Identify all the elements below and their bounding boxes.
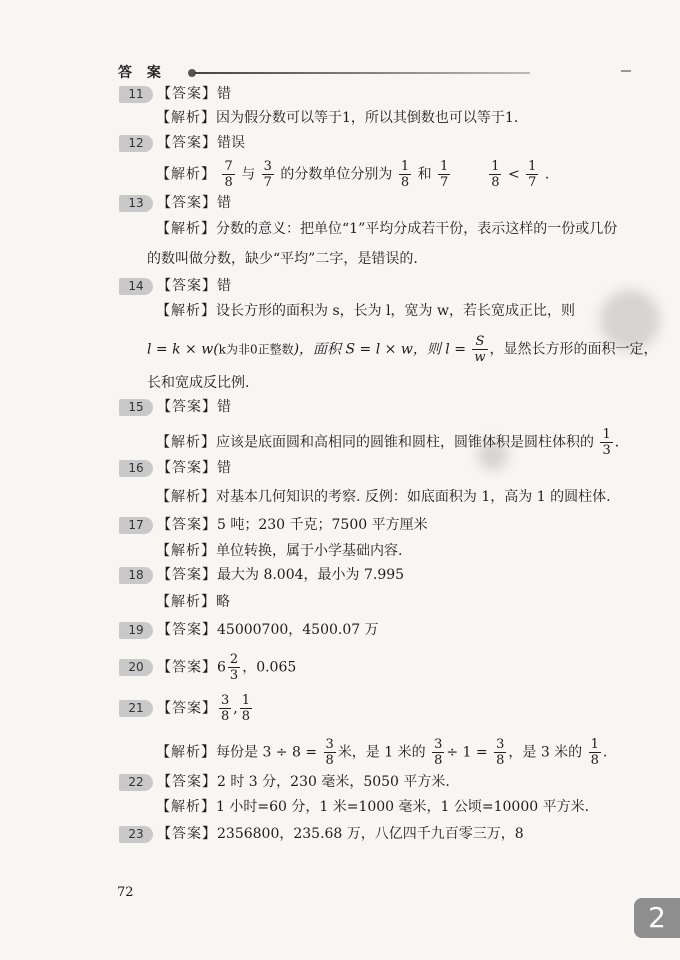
fraction: $\frac{2}{3}$: [229, 652, 239, 683]
fraction: $\frac{1}{8}$: [590, 737, 599, 768]
answer-tag: 【答案】: [157, 278, 217, 294]
answer-text: 2 时 3 分，230 毫米，5050 平方米.: [217, 774, 450, 790]
analysis-text: 设长方形的面积为 s，长为 l，宽为 w，若长宽成正比，则: [216, 303, 575, 319]
fraction: $\frac{1}{8}$: [491, 159, 500, 190]
question-number: 15: [119, 399, 153, 416]
fraction: $\frac{3}{8}$: [221, 693, 230, 724]
fraction: $\frac{3}{8}$: [325, 737, 334, 768]
answer-tag: 【答案】: [157, 460, 217, 476]
answer-tag: 【答案】: [157, 195, 217, 211]
question-number: 17: [119, 517, 153, 534]
analysis-text: 的分数单位分别为: [280, 166, 393, 183]
answer-line-13: [119, 193, 231, 213]
analysis-text: 米，是 1 米的: [337, 744, 426, 761]
analysis-text: 与: [241, 166, 256, 183]
answer-text: 最大为 8.004，最小为 7.995: [217, 567, 405, 583]
answer-text: 2356800，235.68 万，八亿四千九百零三万，8: [217, 826, 524, 842]
analysis-text: 对基本几何知识的考察. 反例：如底面积为 1，高为 1 的圆柱体.: [216, 489, 611, 505]
analysis-line-12: [156, 159, 549, 190]
fraction: $\frac{1}{7}$: [528, 159, 537, 190]
analysis-tag: 【解析】: [156, 303, 216, 319]
fraction: $\frac{3}{8}$: [496, 737, 505, 768]
analysis-text: 因为假分数可以等于1，所以其倒数也可以等于1.: [216, 110, 519, 126]
question-number: 14: [119, 278, 153, 295]
analysis-tag: 【解析】: [156, 543, 216, 559]
analysis-line-21: [156, 737, 607, 768]
analysis-text: 1 小时=60 分，1 米=1000 毫米，1 公顷=10000 平方米.: [216, 799, 590, 815]
analysis-line-14: [156, 301, 575, 321]
question-number: 12: [119, 135, 153, 152]
analysis-text: .: [544, 166, 550, 183]
answer-line-23: [119, 824, 524, 844]
analysis-line-14-cont: [147, 373, 249, 393]
analysis-text: ，是 3 米的: [508, 744, 583, 761]
answer-text: 错: [217, 399, 231, 415]
fraction: $\frac{7}{8}$: [224, 159, 233, 190]
answer-tag: 【答案】: [157, 399, 217, 415]
answer-text: 错误: [217, 135, 245, 151]
analysis-text: 分数的意义：把单位“1”平均分成若干份，表示这样的一份或几份: [216, 221, 618, 237]
analysis-text: <: [507, 166, 520, 183]
analysis-line-11: [156, 108, 518, 128]
question-number: 21: [119, 700, 153, 717]
answer-tag: 【答案】: [157, 659, 217, 676]
fraction: $\frac{1}{3}$: [602, 427, 611, 458]
answer-tag: 【答案】: [157, 86, 217, 102]
analysis-line-18: [156, 592, 230, 612]
answer-tag: 【答案】: [157, 517, 217, 533]
chapter-tab: 2: [634, 898, 680, 938]
question-number: 11: [119, 86, 153, 103]
analysis-text: 单位转换，属于小学基础内容.: [216, 543, 403, 559]
fraction: $\frac{3}{7}$: [263, 159, 272, 190]
formula-text: )，面积 S = l × w，则 l =: [293, 341, 466, 358]
answer-line-11: [119, 84, 231, 104]
formula-text: l = k × w(: [147, 341, 219, 358]
analysis-text: 的数叫做分数，缺少“平均”二字，是错误的.: [147, 251, 418, 267]
analysis-text: 和: [417, 166, 432, 183]
answer-line-19: [119, 620, 379, 640]
formula-text: ，显然长方形的面积一定，: [489, 341, 658, 358]
analysis-text: 应该是底面圆和高相同的圆锥和圆柱，圆锥体积是圆柱体积的: [216, 434, 594, 451]
question-number: 19: [119, 622, 153, 639]
answer-line-14: [119, 276, 231, 296]
answer-text: 错: [217, 195, 231, 211]
answer-line-22: [119, 772, 450, 792]
fraction: $\frac{1}{8}$: [241, 693, 251, 724]
analysis-tag: 【解析】: [156, 489, 216, 505]
fraction: $\frac{1}{7}$: [440, 159, 449, 190]
analysis-line-13: [156, 219, 617, 239]
answer-line-15: [119, 397, 231, 417]
question-number: 18: [119, 567, 153, 584]
question-number: 20: [119, 659, 153, 676]
formula-text: k为非0正整数: [218, 342, 294, 357]
answer-tag: 【答案】: [157, 700, 217, 717]
answer-text: 错: [217, 86, 231, 102]
answer-tag: 【答案】: [157, 135, 217, 151]
answer-line-17: [119, 515, 428, 535]
analysis-line-15: [156, 427, 619, 458]
analysis-text: .: [614, 434, 620, 451]
answer-tag: 【答案】: [157, 826, 217, 842]
answer-tag: 【答案】: [157, 567, 217, 583]
answer-tag: 【答案】: [157, 774, 217, 790]
answer-text: 5 吨；230 千克；7500 平方厘米: [217, 517, 428, 533]
analysis-line-13-cont: [147, 249, 418, 269]
analysis-tag: 【解析】: [156, 744, 216, 761]
analysis-tag: 【解析】: [156, 110, 216, 126]
answer-line-21: [119, 693, 254, 724]
fraction: $\frac{1}{8}$: [400, 159, 410, 190]
analysis-tag: 【解析】: [156, 594, 216, 610]
analysis-line-17: [156, 541, 402, 561]
question-number: 16: [119, 460, 153, 477]
analysis-text: 长和宽成反比例.: [147, 375, 250, 391]
page-number: 72: [117, 885, 134, 900]
analysis-text: 每份是 3 ÷ 8 =: [216, 744, 318, 761]
answer-text: 6: [217, 659, 226, 676]
answer-line-20: [119, 652, 296, 683]
answer-text: 45000700，4500.07 万: [217, 622, 379, 638]
analysis-text: 略: [216, 594, 230, 610]
analysis-tag: 【解析】: [156, 799, 216, 815]
answer-line-16: [119, 458, 231, 478]
fraction: $\frac{3}{8}$: [434, 737, 443, 768]
analysis-text: .: [602, 744, 608, 761]
formula-line-14: [147, 334, 658, 365]
header-title: 答 案: [118, 65, 166, 81]
analysis-tag: 【解析】: [156, 434, 216, 451]
answer-line-18: [119, 565, 404, 585]
answer-text: 错: [217, 460, 231, 476]
answer-line-12: [119, 133, 245, 153]
analysis-text: ÷ 1 =: [446, 744, 488, 761]
fraction: $\frac{S}{w}$: [474, 334, 486, 365]
analysis-line-22: [156, 797, 589, 817]
answer-text: 错: [217, 278, 231, 294]
question-number: 22: [119, 774, 153, 791]
answer-text: ,: [233, 700, 238, 717]
analysis-tag: 【解析】: [156, 166, 216, 183]
question-number: 23: [119, 826, 153, 843]
answer-tag: 【答案】: [157, 622, 217, 638]
analysis-tag: 【解析】: [156, 221, 216, 237]
question-number: 13: [119, 195, 153, 212]
answer-text: ，0.065: [242, 659, 297, 676]
analysis-line-16: [156, 487, 611, 507]
